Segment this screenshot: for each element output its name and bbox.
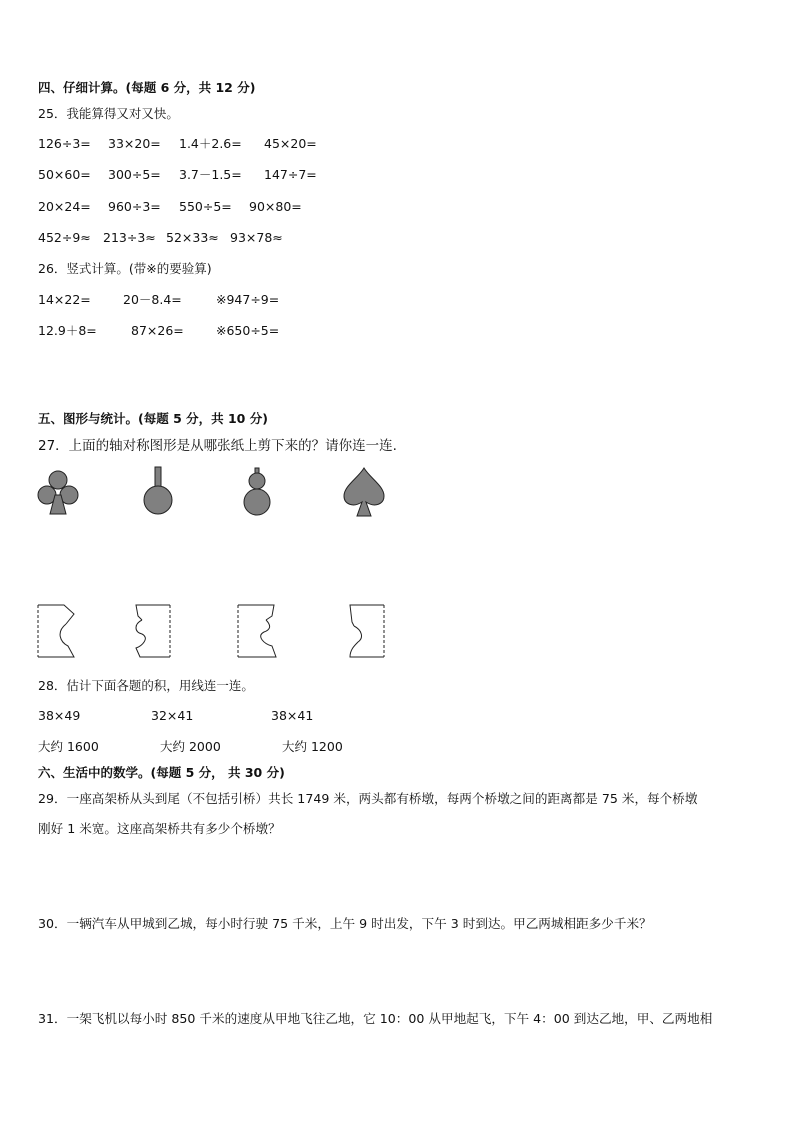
- q25-expression: 147÷7=: [264, 167, 317, 182]
- spade-shape: [340, 466, 388, 518]
- q29-line-2: 刚好 1 米宽。这座高架桥共有多少个桥墩？: [38, 821, 281, 836]
- q28-estimate: 大约 1600: [38, 739, 99, 754]
- folded-paper-b: [130, 602, 174, 660]
- section4-heading: 四、仔细计算。(每题 6 分，共 12 分): [38, 80, 256, 95]
- q28-product: 38×41: [271, 708, 314, 723]
- gourd-shape: [240, 467, 274, 519]
- q28-product: 38×49: [38, 708, 81, 723]
- q25-expression: 3.7－1.5=: [179, 167, 242, 182]
- q28-product: 32×41: [151, 708, 194, 723]
- q25-expression: 50×60=: [38, 167, 91, 182]
- folded-paper-a: [36, 602, 80, 660]
- q25-expression: 90×80=: [249, 199, 302, 214]
- section6-heading: 六、生活中的数学。(每题 5 分， 共 30 分): [38, 765, 285, 780]
- q25-expression: 300÷5=: [108, 167, 161, 182]
- q26-prompt: 26．竖式计算。(带※的要验算): [38, 261, 212, 276]
- q26-expression: 14×22=: [38, 292, 91, 307]
- q25-expression: 452÷9≈: [38, 230, 91, 245]
- q26-expression: 20－8.4=: [123, 292, 182, 307]
- q27-prompt: 27．上面的轴对称图形是从哪张纸上剪下来的？请你连一连.: [38, 438, 397, 454]
- q28-estimate: 大约 1200: [282, 739, 343, 754]
- section5-heading: 五、图形与统计。(每题 5 分，共 10 分): [38, 411, 268, 426]
- folded-paper-d: [344, 602, 388, 660]
- q26-expression: ※650÷5=: [216, 323, 280, 338]
- q26-expression: ※947÷9=: [216, 292, 280, 307]
- folded-paper-c: [236, 602, 280, 660]
- q25-expression: 93×78≈: [230, 230, 283, 245]
- q25-expression: 126÷3=: [38, 136, 91, 151]
- q28-prompt: 28．估计下面各题的积，用线连一连。: [38, 678, 254, 693]
- q25-expression: 550÷5=: [179, 199, 232, 214]
- q29-line-1: 29．一座高架桥从头到尾（不包括引桥）共长 1749 米，两头都有桥墩，每两个桥墩之间的距离都是 75 米，每个桥墩: [38, 791, 698, 806]
- q25-expression: 45×20=: [264, 136, 317, 151]
- q25-expression: 20×24=: [38, 199, 91, 214]
- q28-estimate: 大约 2000: [160, 739, 221, 754]
- q25-expression: 52×33≈: [166, 230, 219, 245]
- q25-expression: 1.4＋2.6=: [179, 136, 242, 151]
- q26-expression: 12.9＋8=: [38, 323, 97, 338]
- gourd-vase-shape: [141, 466, 175, 518]
- q26-expression: 87×26=: [131, 323, 184, 338]
- q25-expression: 33×20=: [108, 136, 161, 151]
- q25-prompt: 25．我能算得又对又快。: [38, 106, 179, 121]
- club-shape: [36, 468, 80, 518]
- q25-expression: 960÷3=: [108, 199, 161, 214]
- q30-text: 30．一辆汽车从甲城到乙城，每小时行驶 75 千米，上午 9 时出发，下午 3 时到达。甲乙两城相距多少千米？: [38, 916, 652, 931]
- q31-text: 31．一架飞机以每小时 850 千米的速度从甲地飞往乙地，它 10：00 从甲地起飞，下午 4：00 到达乙地，甲、乙两地相: [38, 1011, 713, 1026]
- q25-expression: 213÷3≈: [103, 230, 156, 245]
